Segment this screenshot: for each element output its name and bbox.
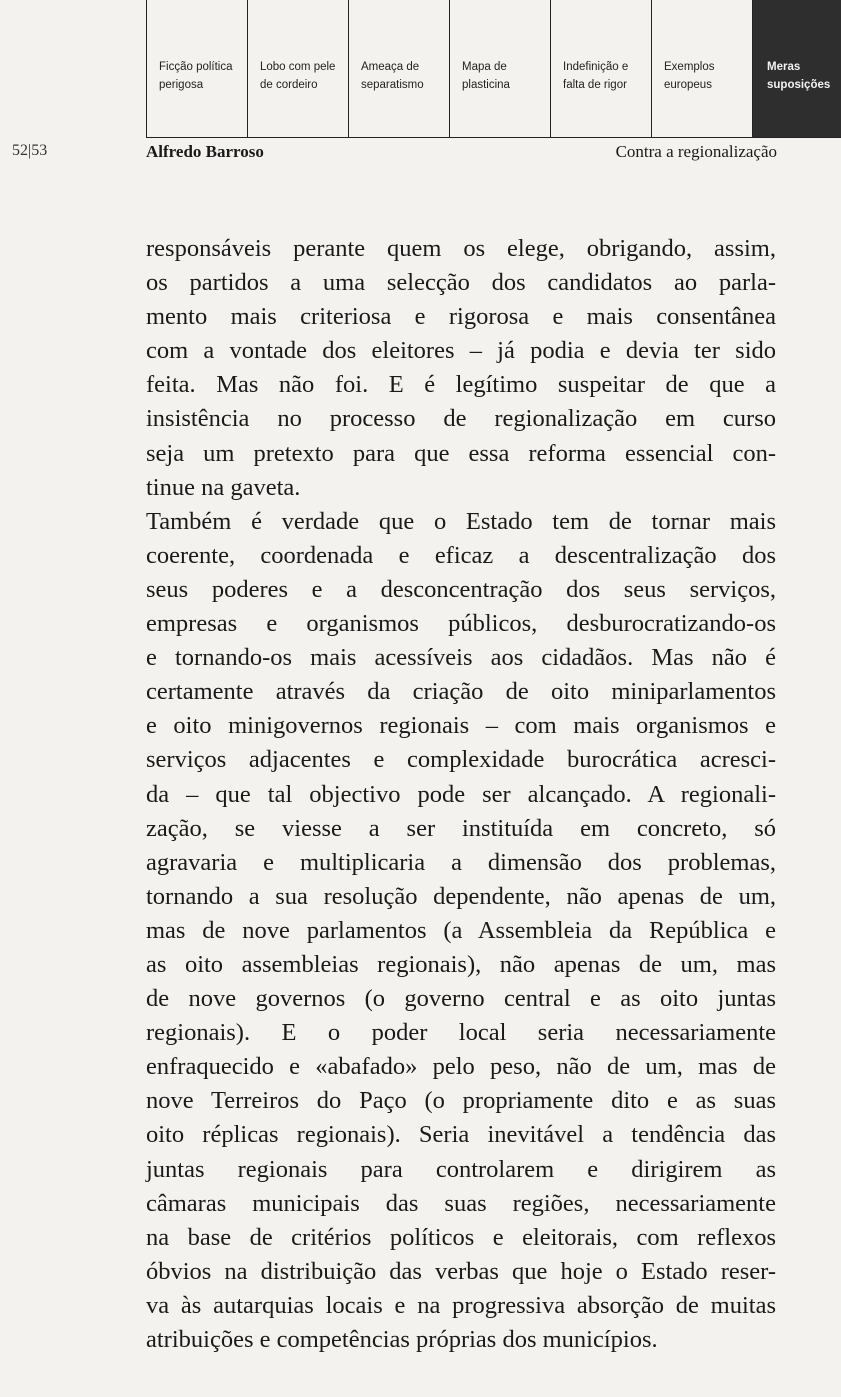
text-line: oito réplicas regionais). Seria inevitável a tendência das (146, 1121, 776, 1149)
text-line: tornando a sua resolução dependente, não apenas de um, (146, 882, 776, 910)
text-line: serviços adjacentes e complexidade burocrática acresci- (146, 746, 776, 774)
text-line: certamente através da criação de oito miniparlamentos (146, 678, 776, 706)
text-line: atribuições e competências próprias dos municípios. (146, 1326, 658, 1353)
tab-meras-suposicoes (752, 0, 841, 137)
text-line: regionais). E o poder local seria necessariamente (146, 1019, 776, 1047)
text-line: tinue na gaveta. (146, 473, 301, 501)
tab-ficcao-politica (146, 0, 247, 137)
text-line: os partidos a uma selecção dos candidatos ao parla- (146, 269, 776, 297)
tab-label: Lobo com pele de cordeiro (260, 60, 336, 91)
tab-label: Mapa de plasticina (462, 60, 510, 91)
page-numbers: 52|53 (12, 142, 48, 159)
text-line: mas de nove parlamentos (a Assembleia da República e (146, 916, 776, 944)
tab-indefinicao (550, 0, 651, 137)
tab-exemplos-europeus (651, 0, 752, 137)
text-line: nove Terreiros do Paço (o propriamente dito e as suas (146, 1087, 776, 1115)
tab-label: Ameaça de separatismo (361, 60, 424, 91)
text-line: da – que tal objectivo pode ser alcançado. A regionali- (146, 780, 776, 808)
text-line: câmaras municipais das suas regiões, necessariamente (146, 1189, 776, 1217)
paragraph (146, 232, 776, 505)
text-line: óbvios na distribuição das verbas que hoje o Estado reser- (146, 1257, 776, 1285)
text-line: seus poderes e a desconcentração dos seus serviços, (146, 575, 776, 603)
text-line: agravaria e multiplicaria a dimensão dos problemas, (146, 848, 776, 876)
text-line: as oito assembleias regionais), não apenas de um, mas (146, 950, 776, 978)
paragraph (146, 505, 776, 1357)
text-line: de nove governos (o governo central e as oito juntas (146, 985, 776, 1013)
tab-lobo-com-pele (247, 0, 348, 137)
text-line: mento mais criteriosa e rigorosa e mais consentânea (146, 303, 776, 331)
text-line: enfraquecido e «abafado» pelo peso, não de um, mas de (146, 1053, 776, 1081)
tab-ameaca-separatismo (348, 0, 449, 137)
text-line: feita. Mas não foi. E é legítimo suspeitar de que a (146, 371, 776, 399)
text-line: com a vontade dos eleitores – já podia e devia ter sido (146, 337, 776, 365)
text-line: e tornando-os mais acessíveis aos cidadãos. Mas não é (146, 644, 776, 672)
text-line: na base de critérios políticos e eleitorais, com reflexos (146, 1223, 776, 1251)
text-line: insistência no processo de regionalização em curso (146, 405, 776, 433)
body-text (146, 232, 776, 1357)
text-line: responsáveis perante quem os elege, obrigando, assim, (146, 235, 776, 262)
text-line: e oito minigovernos regionais – com mais organismos e (146, 712, 776, 740)
text-line: seja um pretexto para que essa reforma essencial con- (146, 439, 776, 467)
tab-label: Ficção política perigosa (159, 60, 233, 91)
text-line: zação, se viesse a ser instituída em concreto, só (146, 814, 776, 842)
section-tabs (146, 0, 841, 138)
text-line: empresas e organismos públicos, desburocratizando-os (146, 610, 776, 638)
author-name: Alfredo Barroso (146, 142, 264, 161)
running-title: Contra a regionalização (615, 142, 777, 161)
text-line: juntas regionais para controlarem e dirigirem as (146, 1155, 776, 1183)
tab-mapa-plasticina (449, 0, 550, 137)
text-line: va às autarquias locais e na progressiva absorção de muitas (146, 1291, 776, 1319)
tab-label: Indefinição e falta de rigor (563, 60, 629, 91)
tab-label: Meras suposições (767, 60, 831, 91)
text-line: coerente, coordenada e eficaz a descentralização dos (146, 541, 776, 569)
tab-label: Exemplos europeus (664, 60, 715, 91)
text-line: Também é verdade que o Estado tem de tornar mais (146, 507, 776, 535)
